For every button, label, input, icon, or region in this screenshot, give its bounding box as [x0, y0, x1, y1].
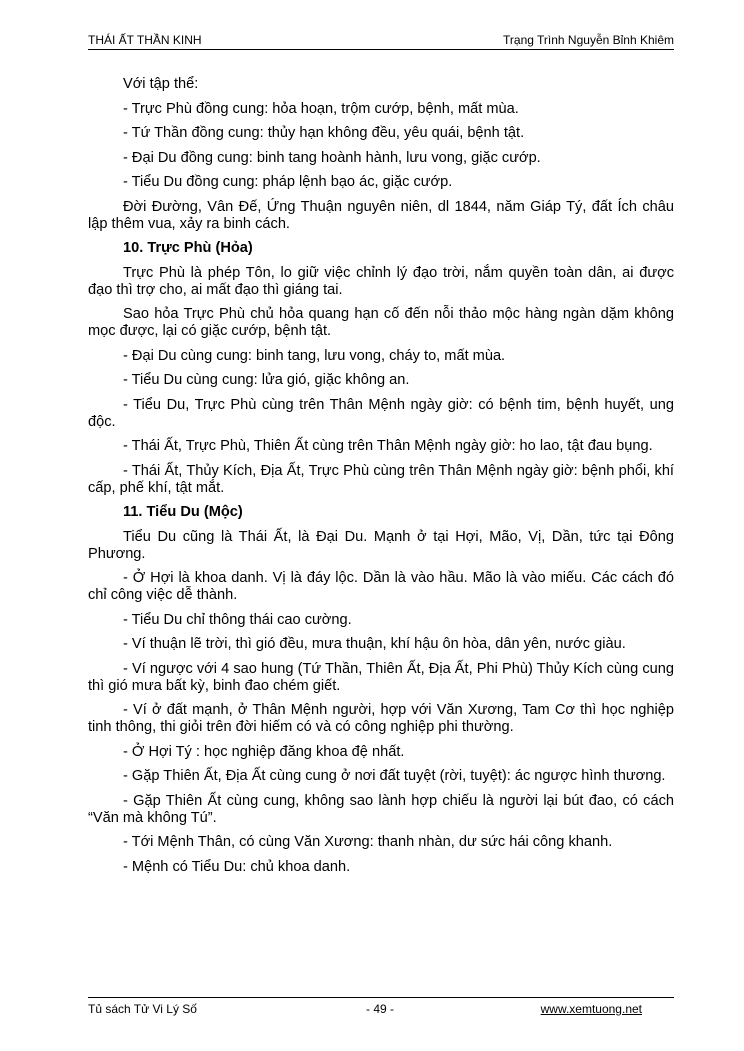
paragraph: - Mệnh có Tiểu Du: chủ khoa danh. [123, 858, 351, 875]
paragraph: - Ví ngược với 4 sao hung (Tứ Thần, Thiên Ất, Địa Ất, Phi Phù) Thủy Kích cùng cung thì gió mưa bất kỳ, binh đao chém giết. [88, 660, 674, 694]
paragraph: - Đại Du đồng cung: binh tang hoành hành, lưu vong, giặc cướp. [123, 149, 541, 166]
paragraph: Trực Phù là phép Tôn, lo giữ việc chỉnh lý đạo trời, nắm quyền toàn dân, ai được đạo thì trợ cho, ai mất đạo thì giáng tai. [88, 264, 674, 298]
paragraph: - Ở Hợi là khoa danh. Vị là đáy lộc. Dần là vào hầu. Mão là vào miếu. Các cách đó chỉ công việc dễ thành. [88, 570, 674, 603]
paragraph: - Tứ Thần đồng cung: thủy hạn không đều, yêu quái, bệnh tật. [123, 125, 525, 141]
paragraph: - Trực Phù đồng cung: hỏa hoạn, trộm cướp, bệnh, mất mùa. [123, 100, 519, 117]
paragraph: - Tới Mệnh Thân, có cùng Văn Xương: thanh nhàn, dư sức hái công khanh. [123, 834, 613, 850]
paragraph: - Ví ở đất mạnh, ở Thân Mệnh người, hợp với Văn Xương, Tam Cơ thì học nghiệp tinh thông, thi giỏi trên đời hiếm có và có công nghiệp phi thường. [88, 702, 674, 735]
section-heading: 11. Tiểu Du (Mộc) [123, 504, 243, 520]
page-footer [88, 997, 674, 1018]
paragraph: - Ở Hợi Tý : học nghiệp đăng khoa đệ nhất. [123, 743, 405, 760]
paragraph: - Thái Ất, Thủy Kích, Địa Ất, Trực Phù cùng trên Thân Mệnh ngày giờ: bệnh phổi, khí cấp, phế khí, tật mắt. [88, 462, 674, 496]
footer-collection: Tủ sách Tử Vi Lý Số [88, 1002, 197, 1016]
footer-website-link[interactable]: www.xemtuong.net [540, 1002, 642, 1016]
paragraph: Đời Đường, Vân Đế, Ứng Thuận nguyên niên, dl 1844, năm Giáp Tý, đất Ích châu lập thêm vua, xảy ra binh cách. [88, 198, 674, 232]
paragraph: Với tập thể: [123, 76, 199, 92]
paragraph: - Tiểu Du chỉ thông thái cao cường. [123, 611, 352, 628]
paragraph: - Gặp Thiên Ất, Địa Ất cùng cung ở nơi đất tuyệt (rời, tuyệt): ác ngược hình thương. [123, 768, 666, 784]
paragraph: - Gặp Thiên Ất cùng cung, không sao lành hợp chiếu là người lại bút đao, có cách “Văn mà không Tú”. [88, 792, 674, 826]
header-author: Trạng Trình Nguyễn Bỉnh Khiêm [503, 33, 674, 47]
page-body [88, 76, 674, 883]
paragraph: Sao hỏa Trực Phù chủ hỏa quang hạn cố đến nỗi thảo mộc hàng ngàn dặm không mọc được, lại có giặc cướp, bệnh tật. [88, 306, 674, 339]
paragraph: - Tiểu Du đồng cung: pháp lệnh bạo ác, giặc cướp. [123, 174, 453, 190]
paragraph: - Tiểu Du cùng cung: lửa gió, giặc không an. [123, 372, 410, 388]
paragraph: - Đại Du cùng cung: binh tang, lưu vong, cháy to, mất mùa. [123, 347, 506, 364]
paragraph: - Ví thuận lẽ trời, thì gió đều, mưa thuận, khí hậu ôn hòa, dân yên, nước giàu. [123, 636, 626, 652]
paragraph: Tiểu Du cũng là Thái Ất, là Đại Du. Mạnh ở tại Hợi, Mão, Vị, Dần, tức tại Đông Phương. [88, 528, 674, 562]
header-book-title: THÁI ẤT THẦN KINH [88, 33, 202, 47]
section-heading: 10. Trực Phù (Hỏa) [123, 240, 253, 256]
paragraph: - Tiểu Du, Trực Phù cùng trên Thân Mệnh ngày giờ: có bệnh tim, bệnh huyết, ung độc. [88, 396, 674, 430]
paragraph: - Thái Ất, Trực Phù, Thiên Ất cùng trên Thân Mệnh ngày giờ: ho lao, tật đau bụng. [123, 438, 653, 454]
page-number: - 49 - [366, 1002, 395, 1016]
page-header [88, 31, 674, 50]
